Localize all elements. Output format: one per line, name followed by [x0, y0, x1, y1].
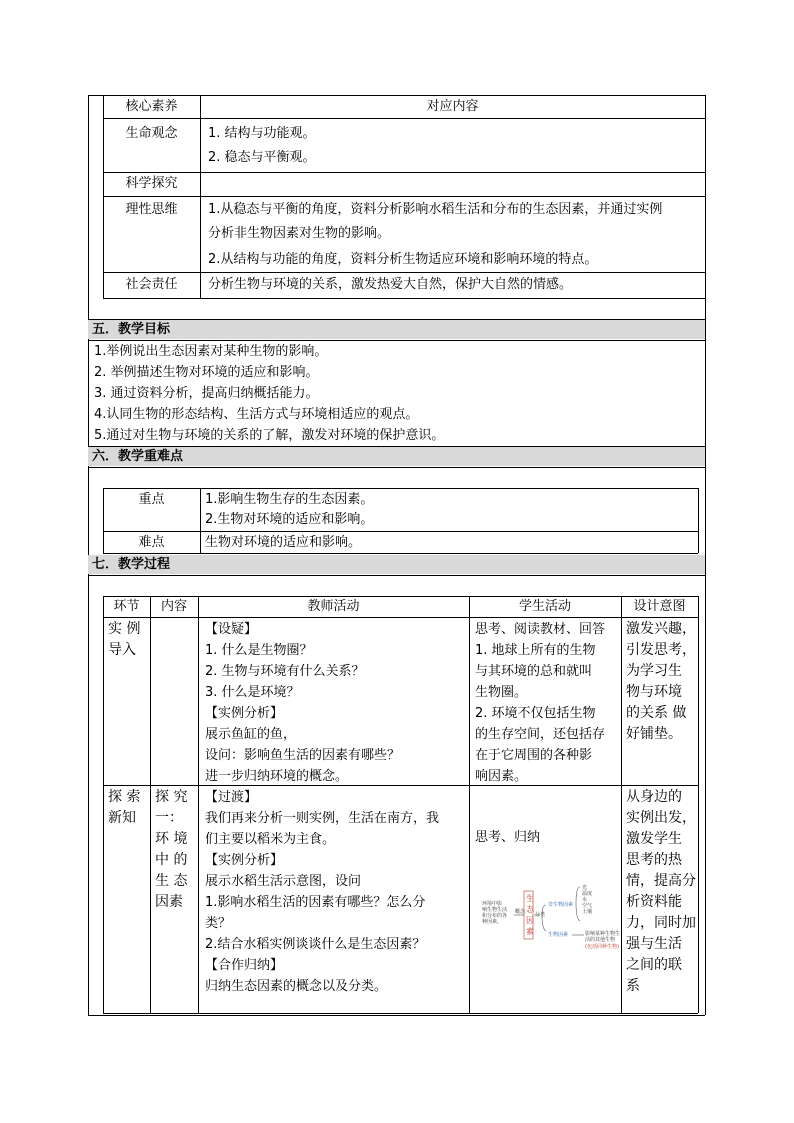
diagram-concept-text: 环境中影 响生物生活 和分布的各 种因素。	[482, 901, 508, 925]
difficult-point-label: 难点	[138, 535, 165, 550]
section-5-title: 五．教学目标	[88, 320, 705, 339]
row2-student-activity: 思考、归纳	[475, 830, 541, 845]
difficult-point-text: 生物对环境的适应和影响。	[205, 535, 362, 550]
goal-item: 5.通过对生物与环境的关系的了解，激发对环境的保护意识。	[94, 428, 445, 443]
literacy-header-right: 对应内容	[426, 99, 479, 114]
literacy-row-line: 分析非生物因素对生物的影响。	[208, 226, 391, 241]
literacy-row-line: 1.从稳态与平衡的角度，资料分析影响水稻生活和分布的生态因素，并通过实例	[208, 202, 663, 217]
goal-item: 3. 通过资料分析，提高归纳概括能力。	[94, 386, 319, 401]
diagram-classify-label: 分类	[535, 912, 546, 918]
literacy-row-name: 生命观念	[125, 126, 178, 141]
process-header: 内容	[160, 599, 187, 614]
row1-student-activity: 思考、阅读教材、回答 1. 地球上所有的生物 与其环境的总和就叫 生物圈。 2. 环境不仅包括生物 的生存空间，还包括存 在于它周围的各种影 响因素。	[475, 622, 606, 784]
literacy-row-name: 理性思维	[125, 202, 178, 217]
literacy-row-line: 2. 稳态与平衡观。	[208, 150, 316, 165]
diagram-concept-label: 概念	[515, 909, 526, 915]
diagram-abiotic-label: 非生物因素	[548, 902, 574, 908]
literacy-row-name: 科学探究	[125, 176, 178, 191]
outer-right-border	[705, 95, 706, 1015]
section-6-title: 六．教学重难点	[88, 447, 705, 466]
diagram-center-label: 生 态 因 素	[526, 894, 534, 936]
goal-item: 2. 举例描述生物对环境的适应和影响。	[94, 365, 319, 380]
key-point-line: 2.生物对环境的适应和影响。	[205, 512, 374, 527]
outer-top-border	[88, 95, 705, 96]
process-header: 教师活动	[307, 599, 360, 614]
literacy-row-line: 分析生物与环境的关系，激发热爱大自然，保护大自然的情感。	[208, 277, 573, 292]
literacy-header-left: 核心素养	[125, 99, 178, 114]
literacy-row-name: 社会责任	[125, 277, 178, 292]
row1-stage: 实 例 导入	[108, 621, 141, 658]
section-7-title: 七．教学过程	[88, 555, 705, 574]
diagram-biotic-desc: 影响某种生物生 活的其他生物	[585, 931, 621, 943]
process-header: 设计意图	[633, 599, 686, 614]
diagram-biotic-note: (包括同种生物)	[585, 944, 619, 950]
diagram-biotic-label: 生物因素	[548, 932, 569, 938]
eco-factor-diagram	[480, 883, 621, 955]
process-header: 学生活动	[518, 599, 571, 614]
row2-stage: 探 索 新知	[108, 789, 141, 826]
row1-teacher-activity: 【设疑】 1. 什么是生物圈？ 2. 生物与环境有什么关系？ 3. 什么是环境？ 【实例分析】 展示鱼缸的鱼， 设问：影响鱼生活的因素有哪些？ 进一步归纳环境的概念。	[205, 622, 401, 784]
key-point-label: 重点	[138, 492, 165, 507]
row2-teacher-activity: 【过渡】 我们再来分析一则实例，生活在南方，我 们主要以稻米为主食。 【实例分析】 展示水稻生活示意图，设问 1.影响水稻生活的因素有哪些？怎么分 类？ 2.结合水稻实例谈谈什么是生态因素？ 【合作归纳】 归纳生态因素的概念以及分类。	[205, 790, 440, 994]
literacy-row-line: 1. 结构与功能观。	[208, 126, 316, 141]
process-header: 环节	[113, 599, 140, 614]
literacy-row-line: 2.从结构与功能的角度，资料分析生物适应环境和影响环境的特点。	[208, 252, 598, 267]
goal-item: 1.举例说出生态因素对某种生物的影响。	[94, 344, 328, 359]
row2-design-intent: 从身边的 实例出发， 激发学生 思考的热 情，提高分 析资料能 力，同时加 强与生活 之间的联 系	[626, 789, 696, 994]
goal-item: 4.认同生物的形态结构、生活方式与环境相适应的观点。	[94, 407, 419, 422]
outer-bottom-border	[88, 1015, 705, 1016]
row2-content: 探 究 一： 环 境 中 的 生 态 因素	[155, 789, 188, 910]
row1-design-intent: 激发兴趣， 引发思考， 为学习生 物与环境 的关系 做 好铺垫。	[626, 621, 696, 742]
diagram-abiotic-items: 光 温度 水 空气 土壤	[582, 885, 593, 915]
key-point-line: 1.影响生物生存的生态因素。	[205, 492, 374, 507]
